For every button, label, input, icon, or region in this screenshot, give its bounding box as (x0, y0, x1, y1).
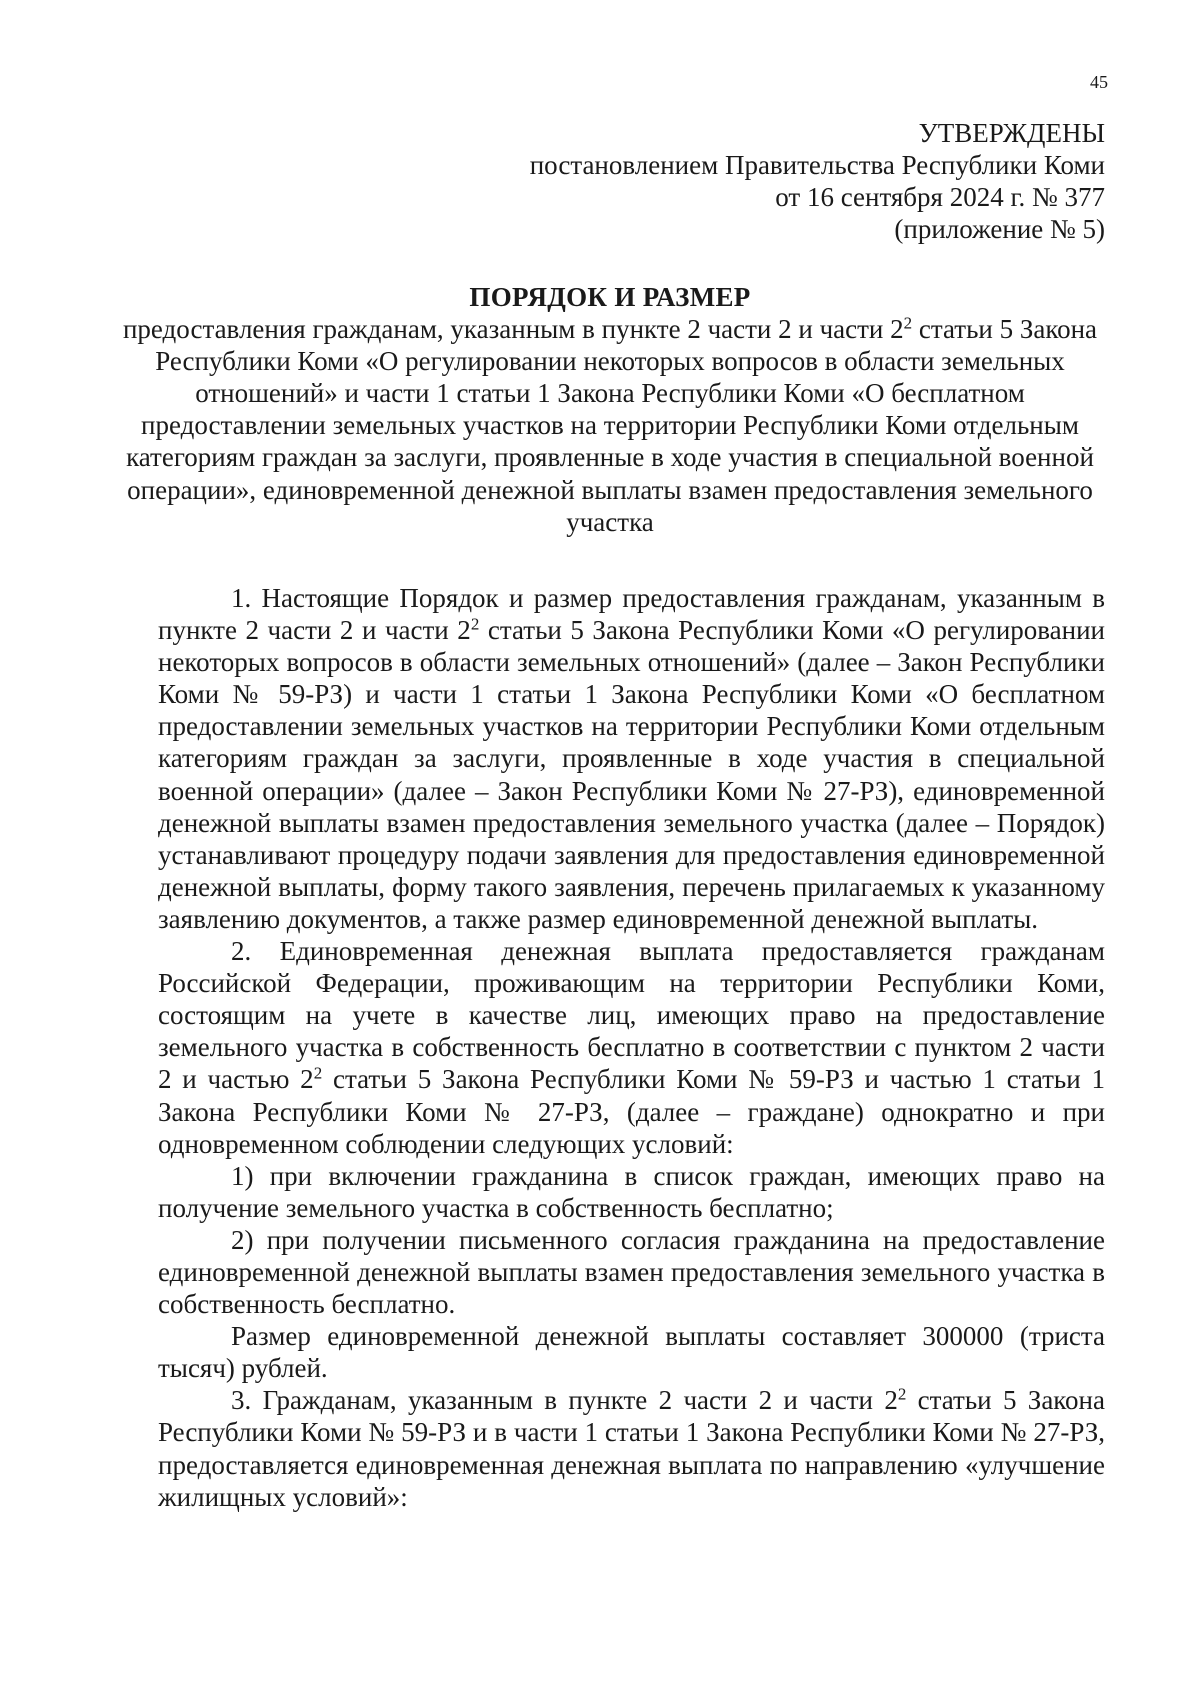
payment-amount-paragraph: Размер единовременной денежной выплаты составляет 300000 (триста тысяч) рублей. (158, 1321, 1105, 1384)
paragraph-1-superscript: 2 (470, 614, 480, 634)
condition-item-2: 2) при получении письменного согласия гражданина на предоставление единовременной денежной выплаты взамен предоставления земельного участка в собственность бесплатно. (158, 1224, 1105, 1320)
subtitle-text-part2: статьи 5 Закона Республики Коми «О регулировании некоторых вопросов в области земельных отношений» и части 1 статьи 1 Закона Республики Коми «О бесплатном предоставлении земельных участков на территории Республики Коми отдельным категориям граждан за заслуги, проявленные в ходе участия в специальной военной операции», единовременной денежной выплаты взамен предоставления земельного участка (126, 314, 1098, 537)
paragraph-2-superscript: 2 (313, 1064, 323, 1084)
page-number: 45 (1090, 72, 1108, 92)
approval-issuer: постановлением Правительства Республики Коми (529, 150, 1105, 181)
paragraph-3-superscript: 2 (897, 1385, 907, 1404)
approval-heading: УТВЕРЖДЕНЫ (918, 118, 1105, 148)
paragraph-1-part1: 1. Настоящие Порядок и размер предоставления гражданам, указанным в пункте 2 части 2 и части 2 (158, 583, 1105, 646)
paragraph-2-part1: 2. Единовременная денежная выплата предоставляется гражданам Российской Федерации, проживающим на территории Республики Коми, состоящим на учете в качестве лиц, имеющих право на предоставление земельного участка в собственность бесплатно в соответствии с пунктом 2 части 2 и частью 2 (158, 936, 1105, 1095)
subtitle-superscript: 2 (903, 313, 913, 333)
condition-item-1: 1) при включении гражданина в список граждан, имеющих право на получение земельного участка в собственность бесплатно; (158, 1160, 1105, 1223)
paragraph-1 (158, 582, 1105, 935)
paragraph-2-part2: статьи 5 Закона Республики Коми № 59-РЗ и частью 1 статьи 1 Закона Республики Коми № 27-РЗ, (далее – граждане) однократно и при одновременном соблюдении следующих условий: (158, 1064, 1105, 1159)
subtitle-text-part1: предоставления гражданам, указанным в пункте 2 части 2 и части 2 (122, 314, 904, 345)
document-title-block (110, 281, 1110, 538)
document-body (158, 582, 1105, 1513)
paragraph-3 (158, 1384, 1105, 1512)
document-subtitle (110, 313, 1110, 538)
approval-date-number: от 16 сентября 2024 г. № 377 (775, 182, 1105, 213)
paragraph-3-part2: статьи 5 Закона Республики Коми № 59-РЗ и в части 1 статьи 1 Закона Республики Коми № 27-РЗ, предоставляется единовременная денежная выплата по направлению «улучшение жилищных условий»: (158, 1385, 1105, 1512)
paragraph-2 (158, 935, 1105, 1160)
approval-appendix: (приложение № 5) (894, 214, 1105, 245)
document-title: ПОРЯДОК И РАЗМЕР (469, 282, 751, 312)
paragraph-3-part1: 3. Гражданам, указанным в пункте 2 части 2 и части 2 (231, 1385, 898, 1416)
approval-stamp-block (530, 117, 1105, 245)
paragraph-1-part2: статьи 5 Закона Республики Коми «О регулировании некоторых вопросов в области земельных отношений» (далее – Закон Республики Коми № 59-РЗ) и части 1 статьи 1 Закона Республики Коми «О бесплатном предоставлении земельных участков на территории Республики Коми отдельным категориям граждан за заслуги, проявленные в ходе участия в специальной военной операции» (далее – Закон Республики Коми № 27-РЗ), единовременной денежной выплаты взамен предоставления земельного участка (далее – Порядок) устанавливают процедуру подачи заявления для предоставления единовременной денежной выплаты, форму такого заявления, перечень прилагаемых к указанному заявлению документов, а также размер единовременной денежной выплаты. (158, 615, 1105, 934)
